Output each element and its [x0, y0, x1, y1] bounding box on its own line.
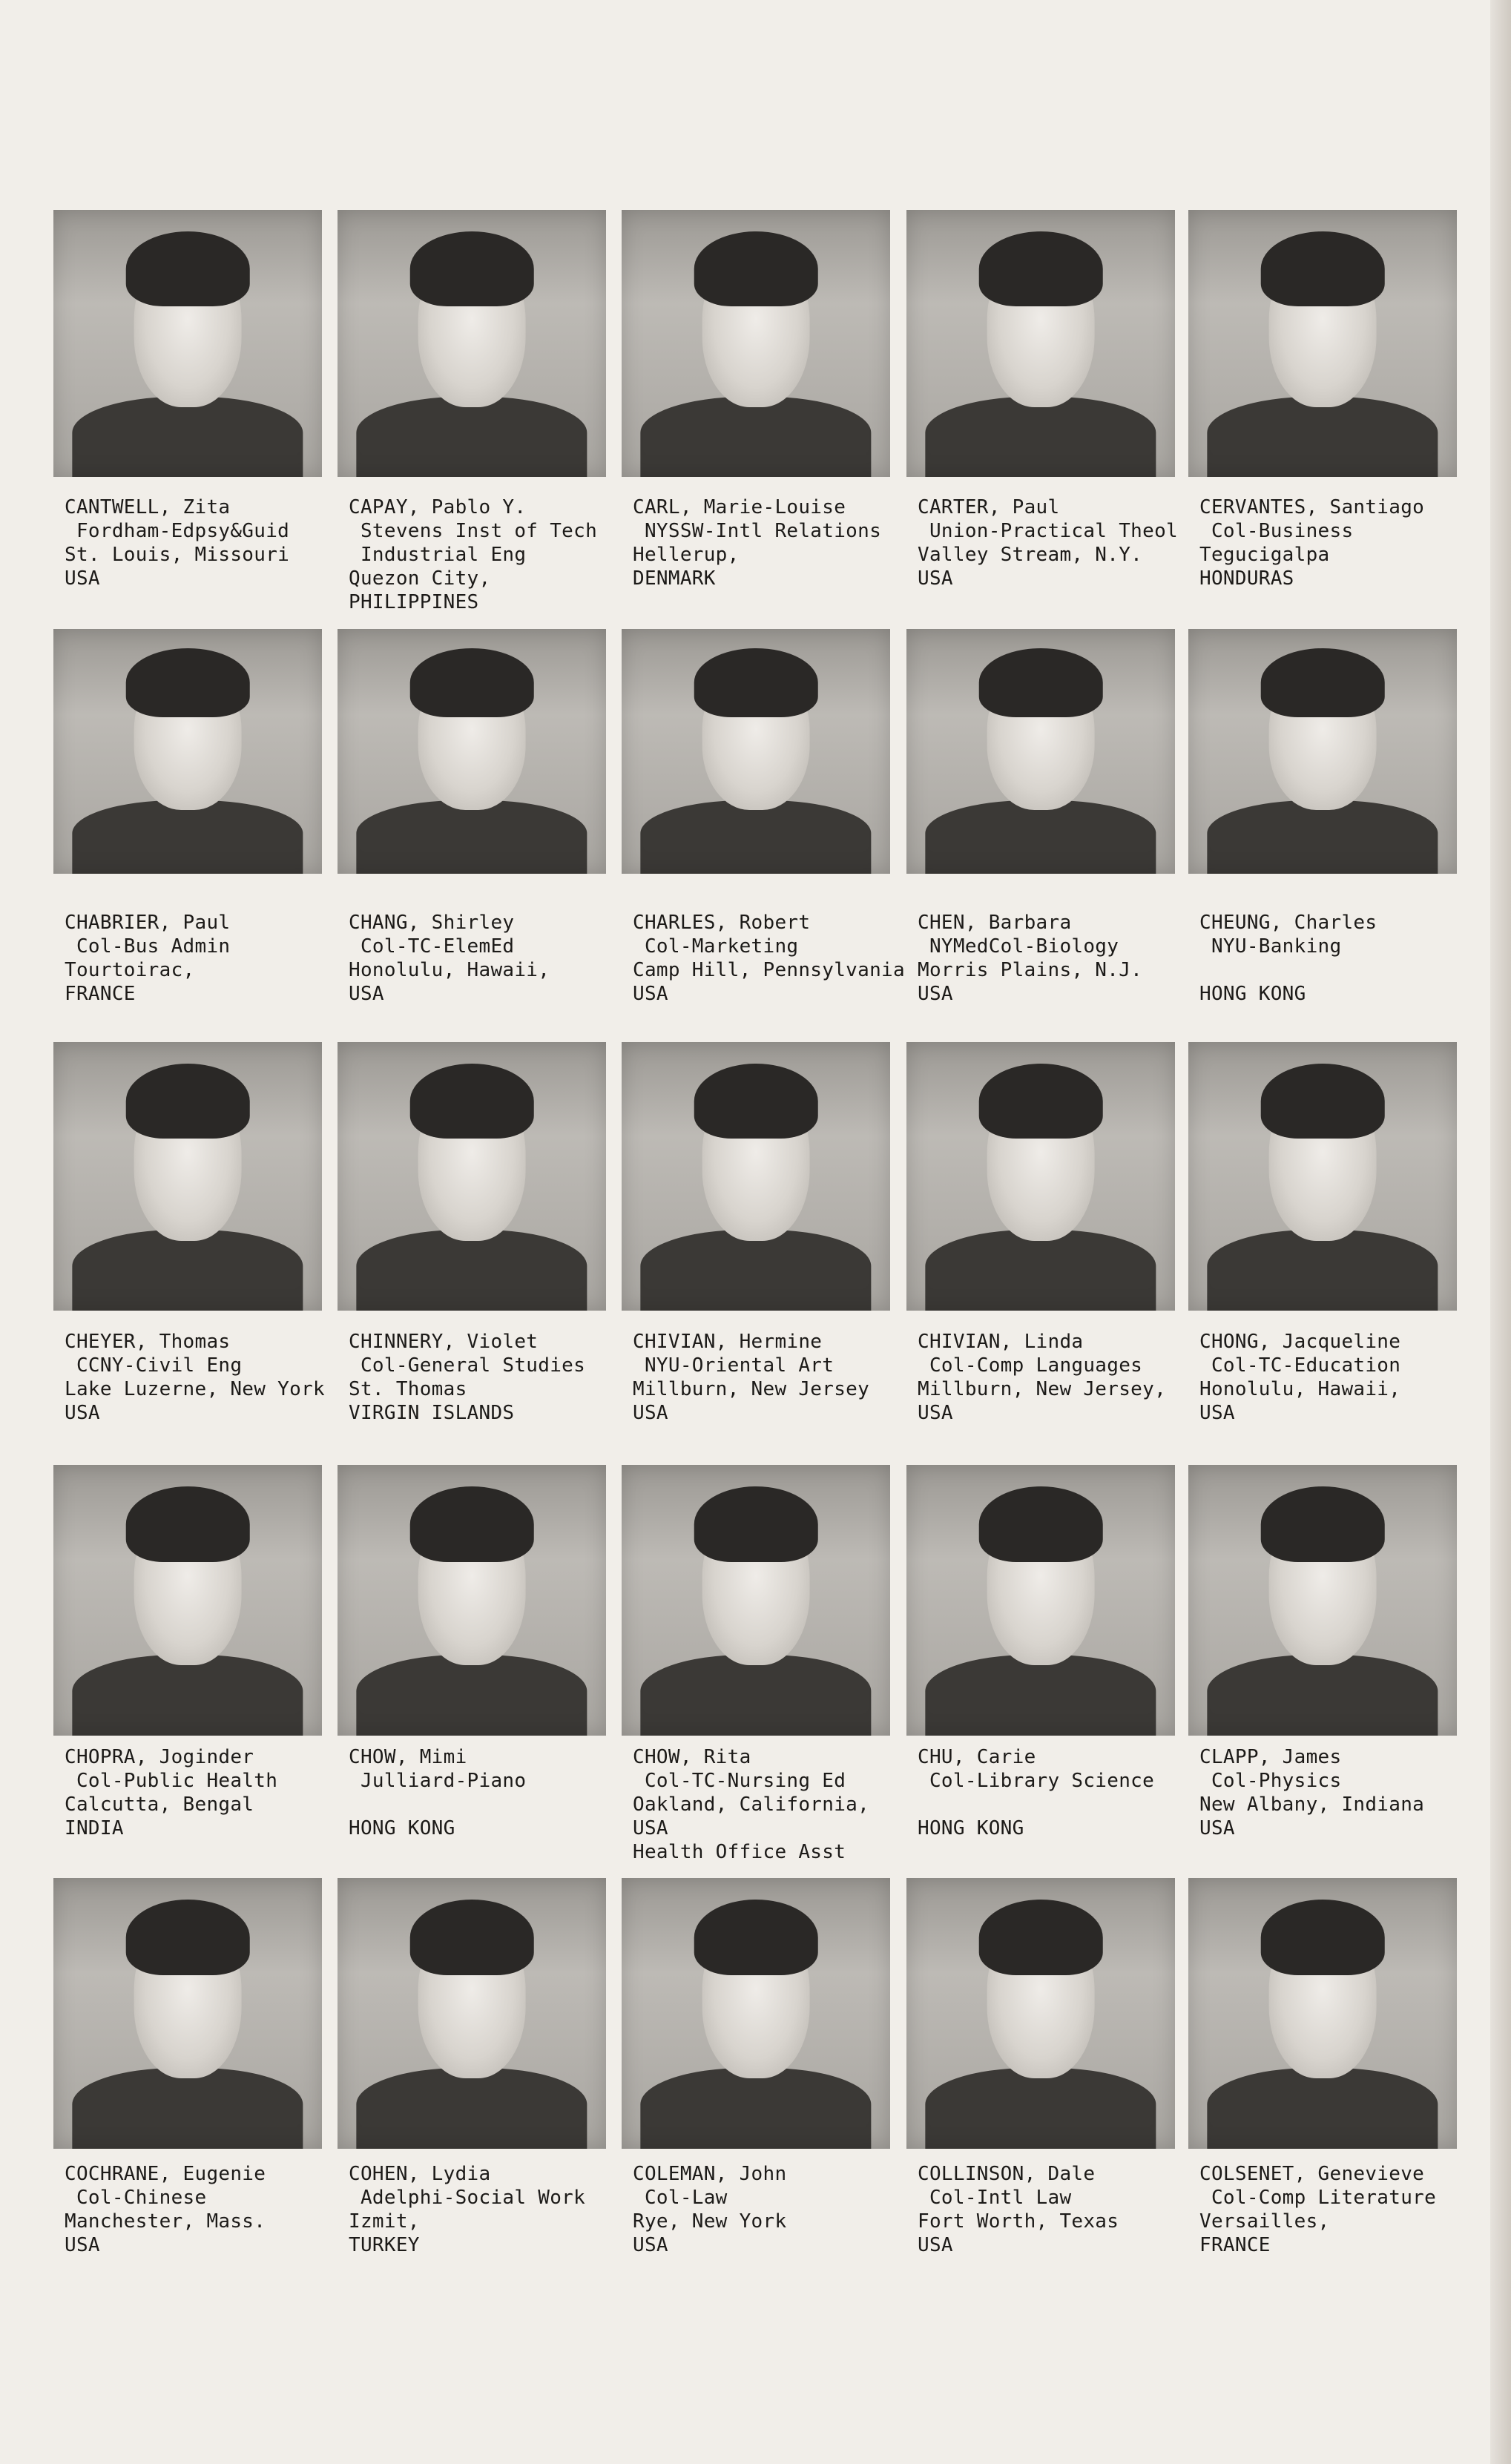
caption-line: Col-TC-ElemEd	[349, 935, 515, 958]
student-name: CERVANTES, Santiago	[1199, 496, 1425, 518]
portrait-head	[134, 663, 242, 810]
student-portrait	[1188, 629, 1457, 874]
caption-line: FRANCE	[1199, 2234, 1271, 2256]
portrait-body	[925, 2068, 1156, 2150]
student-name: CHOPRA, Joginder	[65, 1746, 254, 1768]
portrait-hair	[410, 1064, 534, 1139]
portrait-hair	[694, 231, 818, 306]
caption-line: USA	[918, 983, 953, 1005]
student-name: COHEN, Lydia	[349, 2163, 491, 2185]
caption-line: Fort Worth, Texas	[918, 2210, 1119, 2233]
portrait-head	[418, 1080, 526, 1241]
portrait-hair	[126, 1900, 250, 1975]
caption-line: TURKEY	[349, 2234, 420, 2256]
caption-line	[1199, 958, 1377, 982]
student-name: CHARLES, Robert	[633, 912, 811, 934]
caption-line: Adelphi-Social Work	[349, 2187, 586, 2209]
caption-line: USA	[1199, 1402, 1235, 1424]
caption-line: USA	[65, 2234, 100, 2256]
student-caption	[65, 2162, 266, 2257]
portrait-body	[1207, 2068, 1438, 2150]
student-caption	[1199, 495, 1424, 590]
portrait-hair	[694, 648, 818, 717]
portrait-body	[640, 800, 871, 874]
caption-line: Camp Hill, Pennsylvania	[633, 959, 905, 981]
caption-line: Honolulu, Hawaii,	[1199, 1378, 1401, 1400]
caption-line: INDIA	[65, 1817, 124, 1839]
portrait-body	[356, 800, 587, 874]
caption-line: St. Louis, Missouri	[65, 544, 290, 566]
portrait-hair	[694, 1900, 818, 1975]
portrait-hair	[126, 231, 250, 306]
caption-line: Tegucigalpa	[1199, 544, 1330, 566]
portrait-hair	[694, 1486, 818, 1562]
caption-line: Col-Physics	[1199, 1770, 1342, 1792]
student-caption	[65, 1745, 277, 1840]
portrait-body	[356, 1655, 587, 1736]
caption-line: NYU-Banking	[1199, 935, 1342, 958]
student-name: CHANG, Shirley	[349, 912, 515, 934]
caption-line: NYSSW-Intl Relations	[633, 520, 882, 542]
portrait-hair	[126, 1064, 250, 1139]
caption-line: HONG KONG	[1199, 983, 1306, 1005]
portrait-hair	[1261, 231, 1385, 306]
caption-line: Valley Stream, N.Y.	[918, 544, 1143, 566]
student-portrait	[53, 629, 322, 874]
student-portrait	[53, 1465, 322, 1736]
caption-line	[349, 1793, 526, 1816]
portrait-body	[925, 397, 1156, 477]
student-caption	[633, 1745, 869, 1864]
student-name: CHABRIER, Paul	[65, 912, 231, 934]
portrait-head	[418, 1503, 526, 1665]
student-name: COCHRANE, Eugenie	[65, 2163, 266, 2185]
student-name: CHIVIAN, Hermine	[633, 1331, 823, 1353]
portrait-head	[1269, 247, 1377, 407]
student-portrait	[622, 210, 890, 477]
caption-line: Quezon City,	[349, 567, 491, 590]
student-name: CHOW, Mimi	[349, 1746, 467, 1768]
student-portrait	[906, 1465, 1175, 1736]
portrait-hair	[1261, 1064, 1385, 1139]
student-caption	[349, 1745, 526, 1840]
portrait-body	[72, 800, 303, 874]
portrait-body	[925, 1230, 1156, 1311]
caption-line: Morris Plains, N.J.	[918, 959, 1143, 981]
student-portrait	[906, 1878, 1175, 2149]
portrait-hair	[410, 1486, 534, 1562]
student-portrait	[1188, 1878, 1457, 2149]
caption-line: USA	[918, 1402, 953, 1424]
student-portrait	[1188, 1465, 1457, 1736]
student-name: CAPAY, Pablo Y.	[349, 496, 527, 518]
student-name: CANTWELL, Zita	[65, 496, 231, 518]
portrait-body	[640, 397, 871, 477]
portrait-head	[987, 1916, 1095, 2078]
portrait-head	[702, 1916, 810, 2078]
portrait-hair	[1261, 1486, 1385, 1562]
student-portrait	[338, 1465, 606, 1736]
caption-line: NYMedCol-Biology	[918, 935, 1119, 958]
student-portrait	[622, 1042, 890, 1311]
caption-line: Industrial Eng	[349, 544, 527, 566]
caption-line: Fordham-Edpsy&Guid	[65, 520, 290, 542]
caption-line: Honolulu, Hawaii,	[349, 959, 550, 981]
caption-line: New Albany, Indiana	[1199, 1793, 1425, 1816]
caption-line: HONG KONG	[349, 1817, 455, 1839]
student-caption	[633, 2162, 786, 2257]
caption-line: VIRGIN ISLANDS	[349, 1402, 515, 1424]
caption-line: HONDURAS	[1199, 567, 1294, 590]
portrait-hair	[979, 648, 1103, 717]
caption-line: St. Thomas	[349, 1378, 467, 1400]
portrait-body	[640, 2068, 871, 2150]
portrait-body	[1207, 397, 1438, 477]
caption-line: Hellerup,	[633, 544, 740, 566]
caption-line: Izmit,	[349, 2210, 420, 2233]
portrait-head	[987, 1503, 1095, 1665]
portrait-hair	[979, 1064, 1103, 1139]
student-portrait	[622, 629, 890, 874]
caption-line: FRANCE	[65, 983, 136, 1005]
caption-line: Col-Law	[633, 2187, 728, 2209]
student-portrait	[53, 210, 322, 477]
caption-line: Lake Luzerne, New York	[65, 1378, 325, 1400]
caption-line: Calcutta, Bengal	[65, 1793, 254, 1816]
student-caption	[1199, 1745, 1424, 1840]
portrait-hair	[1261, 648, 1385, 717]
portrait-head	[1269, 1503, 1377, 1665]
portrait-head	[1269, 663, 1377, 810]
portrait-head	[987, 663, 1095, 810]
portrait-hair	[694, 1064, 818, 1139]
caption-line: Union-Practical Theol	[918, 520, 1178, 542]
student-portrait	[338, 1878, 606, 2149]
caption-line: USA	[918, 567, 953, 590]
student-caption	[918, 495, 1178, 590]
portrait-head	[702, 1080, 810, 1241]
caption-line: USA	[633, 983, 668, 1005]
student-name: CHEN, Barbara	[918, 912, 1072, 934]
student-portrait	[622, 1878, 890, 2149]
portrait-head	[702, 1503, 810, 1665]
portrait-head	[987, 247, 1095, 407]
caption-line: Col-Marketing	[633, 935, 799, 958]
portrait-hair	[979, 1486, 1103, 1562]
caption-line: Col-Library Science	[918, 1770, 1155, 1792]
portrait-head	[1269, 1080, 1377, 1241]
portrait-body	[1207, 1655, 1438, 1736]
student-caption	[633, 1330, 869, 1425]
caption-line: Stevens Inst of Tech	[349, 520, 598, 542]
caption-line: USA	[633, 1817, 668, 1839]
caption-line: USA	[349, 983, 384, 1005]
portrait-hair	[979, 1900, 1103, 1975]
portrait-body	[925, 800, 1156, 874]
caption-line: Col-Public Health	[65, 1770, 278, 1792]
student-caption	[633, 911, 905, 1006]
student-caption	[349, 911, 550, 1006]
student-portrait	[906, 210, 1175, 477]
student-portrait	[53, 1878, 322, 2149]
portrait-head	[987, 1080, 1095, 1241]
portrait-body	[1207, 800, 1438, 874]
portrait-body	[356, 2068, 587, 2150]
caption-line: Tourtoirac,	[65, 959, 195, 981]
caption-line: USA	[633, 1402, 668, 1424]
student-name: COLLINSON, Dale	[918, 2163, 1096, 2185]
student-name: CARL, Marie-Louise	[633, 496, 846, 518]
student-portrait	[338, 629, 606, 874]
student-portrait	[906, 1042, 1175, 1311]
portrait-body	[356, 397, 587, 477]
caption-line: NYU-Oriental Art	[633, 1354, 834, 1377]
caption-line: Col-TC-Education	[1199, 1354, 1401, 1377]
caption-line: Col-Bus Admin	[65, 935, 231, 958]
student-name: CHIVIAN, Linda	[918, 1331, 1084, 1353]
caption-line: Col-Intl Law	[918, 2187, 1072, 2209]
portrait-body	[72, 1230, 303, 1311]
caption-line: CCNY-Civil Eng	[65, 1354, 243, 1377]
student-caption	[1199, 911, 1377, 1006]
student-name: CHEUNG, Charles	[1199, 912, 1377, 934]
student-caption	[918, 1330, 1166, 1425]
student-caption	[633, 495, 881, 590]
student-portrait	[622, 1465, 890, 1736]
portrait-head	[702, 247, 810, 407]
portrait-body	[72, 2068, 303, 2150]
student-caption	[349, 495, 597, 614]
portrait-head	[134, 1916, 242, 2078]
caption-line: Millburn, New Jersey,	[918, 1378, 1167, 1400]
caption-line: USA	[65, 1402, 100, 1424]
caption-line: Health Office Asst	[633, 1841, 846, 1863]
student-caption	[918, 1745, 1154, 1840]
portrait-head	[418, 663, 526, 810]
student-caption	[349, 1330, 585, 1425]
caption-line: Col-Chinese	[65, 2187, 207, 2209]
portrait-body	[356, 1230, 587, 1311]
student-name: COLEMAN, John	[633, 2163, 787, 2185]
student-caption	[1199, 1330, 1400, 1425]
caption-line: USA	[633, 2234, 668, 2256]
caption-line: Julliard-Piano	[349, 1770, 527, 1792]
portrait-hair	[410, 231, 534, 306]
portrait-body	[72, 397, 303, 477]
student-portrait	[1188, 210, 1457, 477]
student-caption	[1199, 2162, 1436, 2257]
portrait-head	[134, 247, 242, 407]
student-caption	[349, 2162, 585, 2257]
caption-line: Oakland, California,	[633, 1793, 870, 1816]
caption-line: Rye, New York	[633, 2210, 787, 2233]
portrait-hair	[126, 1486, 250, 1562]
caption-line: DENMARK	[633, 567, 716, 590]
student-name: COLSENET, Genevieve	[1199, 2163, 1425, 2185]
portrait-hair	[1261, 1900, 1385, 1975]
student-caption	[65, 495, 289, 590]
portrait-head	[134, 1080, 242, 1241]
caption-line: Col-Business	[1199, 520, 1354, 542]
portrait-head	[134, 1503, 242, 1665]
portrait-body	[925, 1655, 1156, 1736]
student-name: CARTER, Paul	[918, 496, 1060, 518]
student-caption	[65, 1330, 325, 1425]
portrait-hair	[410, 648, 534, 717]
portrait-head	[702, 663, 810, 810]
portrait-head	[418, 1916, 526, 2078]
caption-line: Col-General Studies	[349, 1354, 586, 1377]
student-name: CHU, Carie	[918, 1746, 1036, 1768]
student-name: CHINNERY, Violet	[349, 1331, 539, 1353]
student-caption	[65, 911, 230, 1006]
caption-line: USA	[65, 567, 100, 590]
student-portrait	[906, 629, 1175, 874]
caption-line: USA	[918, 2234, 953, 2256]
portrait-head	[1269, 1916, 1377, 2078]
portrait-body	[640, 1230, 871, 1311]
caption-line	[918, 1793, 1154, 1816]
student-name: CHOW, Rita	[633, 1746, 751, 1768]
portrait-body	[1207, 1230, 1438, 1311]
portrait-body	[72, 1655, 303, 1736]
portrait-hair	[126, 648, 250, 717]
caption-line: PHILIPPINES	[349, 591, 479, 613]
portrait-hair	[410, 1900, 534, 1975]
student-portrait	[338, 1042, 606, 1311]
student-caption	[918, 2162, 1119, 2257]
student-name: CHONG, Jacqueline	[1199, 1331, 1401, 1353]
caption-line: Col-TC-Nursing Ed	[633, 1770, 846, 1792]
student-portrait	[1188, 1042, 1457, 1311]
student-portrait	[53, 1042, 322, 1311]
student-name: CHEYER, Thomas	[65, 1331, 231, 1353]
student-name: CLAPP, James	[1199, 1746, 1342, 1768]
caption-line: USA	[1199, 1817, 1235, 1839]
student-portrait	[338, 210, 606, 477]
caption-line: Versailles,	[1199, 2210, 1330, 2233]
portrait-hair	[979, 231, 1103, 306]
caption-line: Col-Comp Literature	[1199, 2187, 1437, 2209]
caption-line: Col-Comp Languages	[918, 1354, 1143, 1377]
student-caption	[918, 911, 1142, 1006]
caption-line: Manchester, Mass.	[65, 2210, 266, 2233]
portrait-body	[640, 1655, 871, 1736]
caption-line: HONG KONG	[918, 1817, 1024, 1839]
portrait-head	[418, 247, 526, 407]
caption-line: Millburn, New Jersey	[633, 1378, 870, 1400]
